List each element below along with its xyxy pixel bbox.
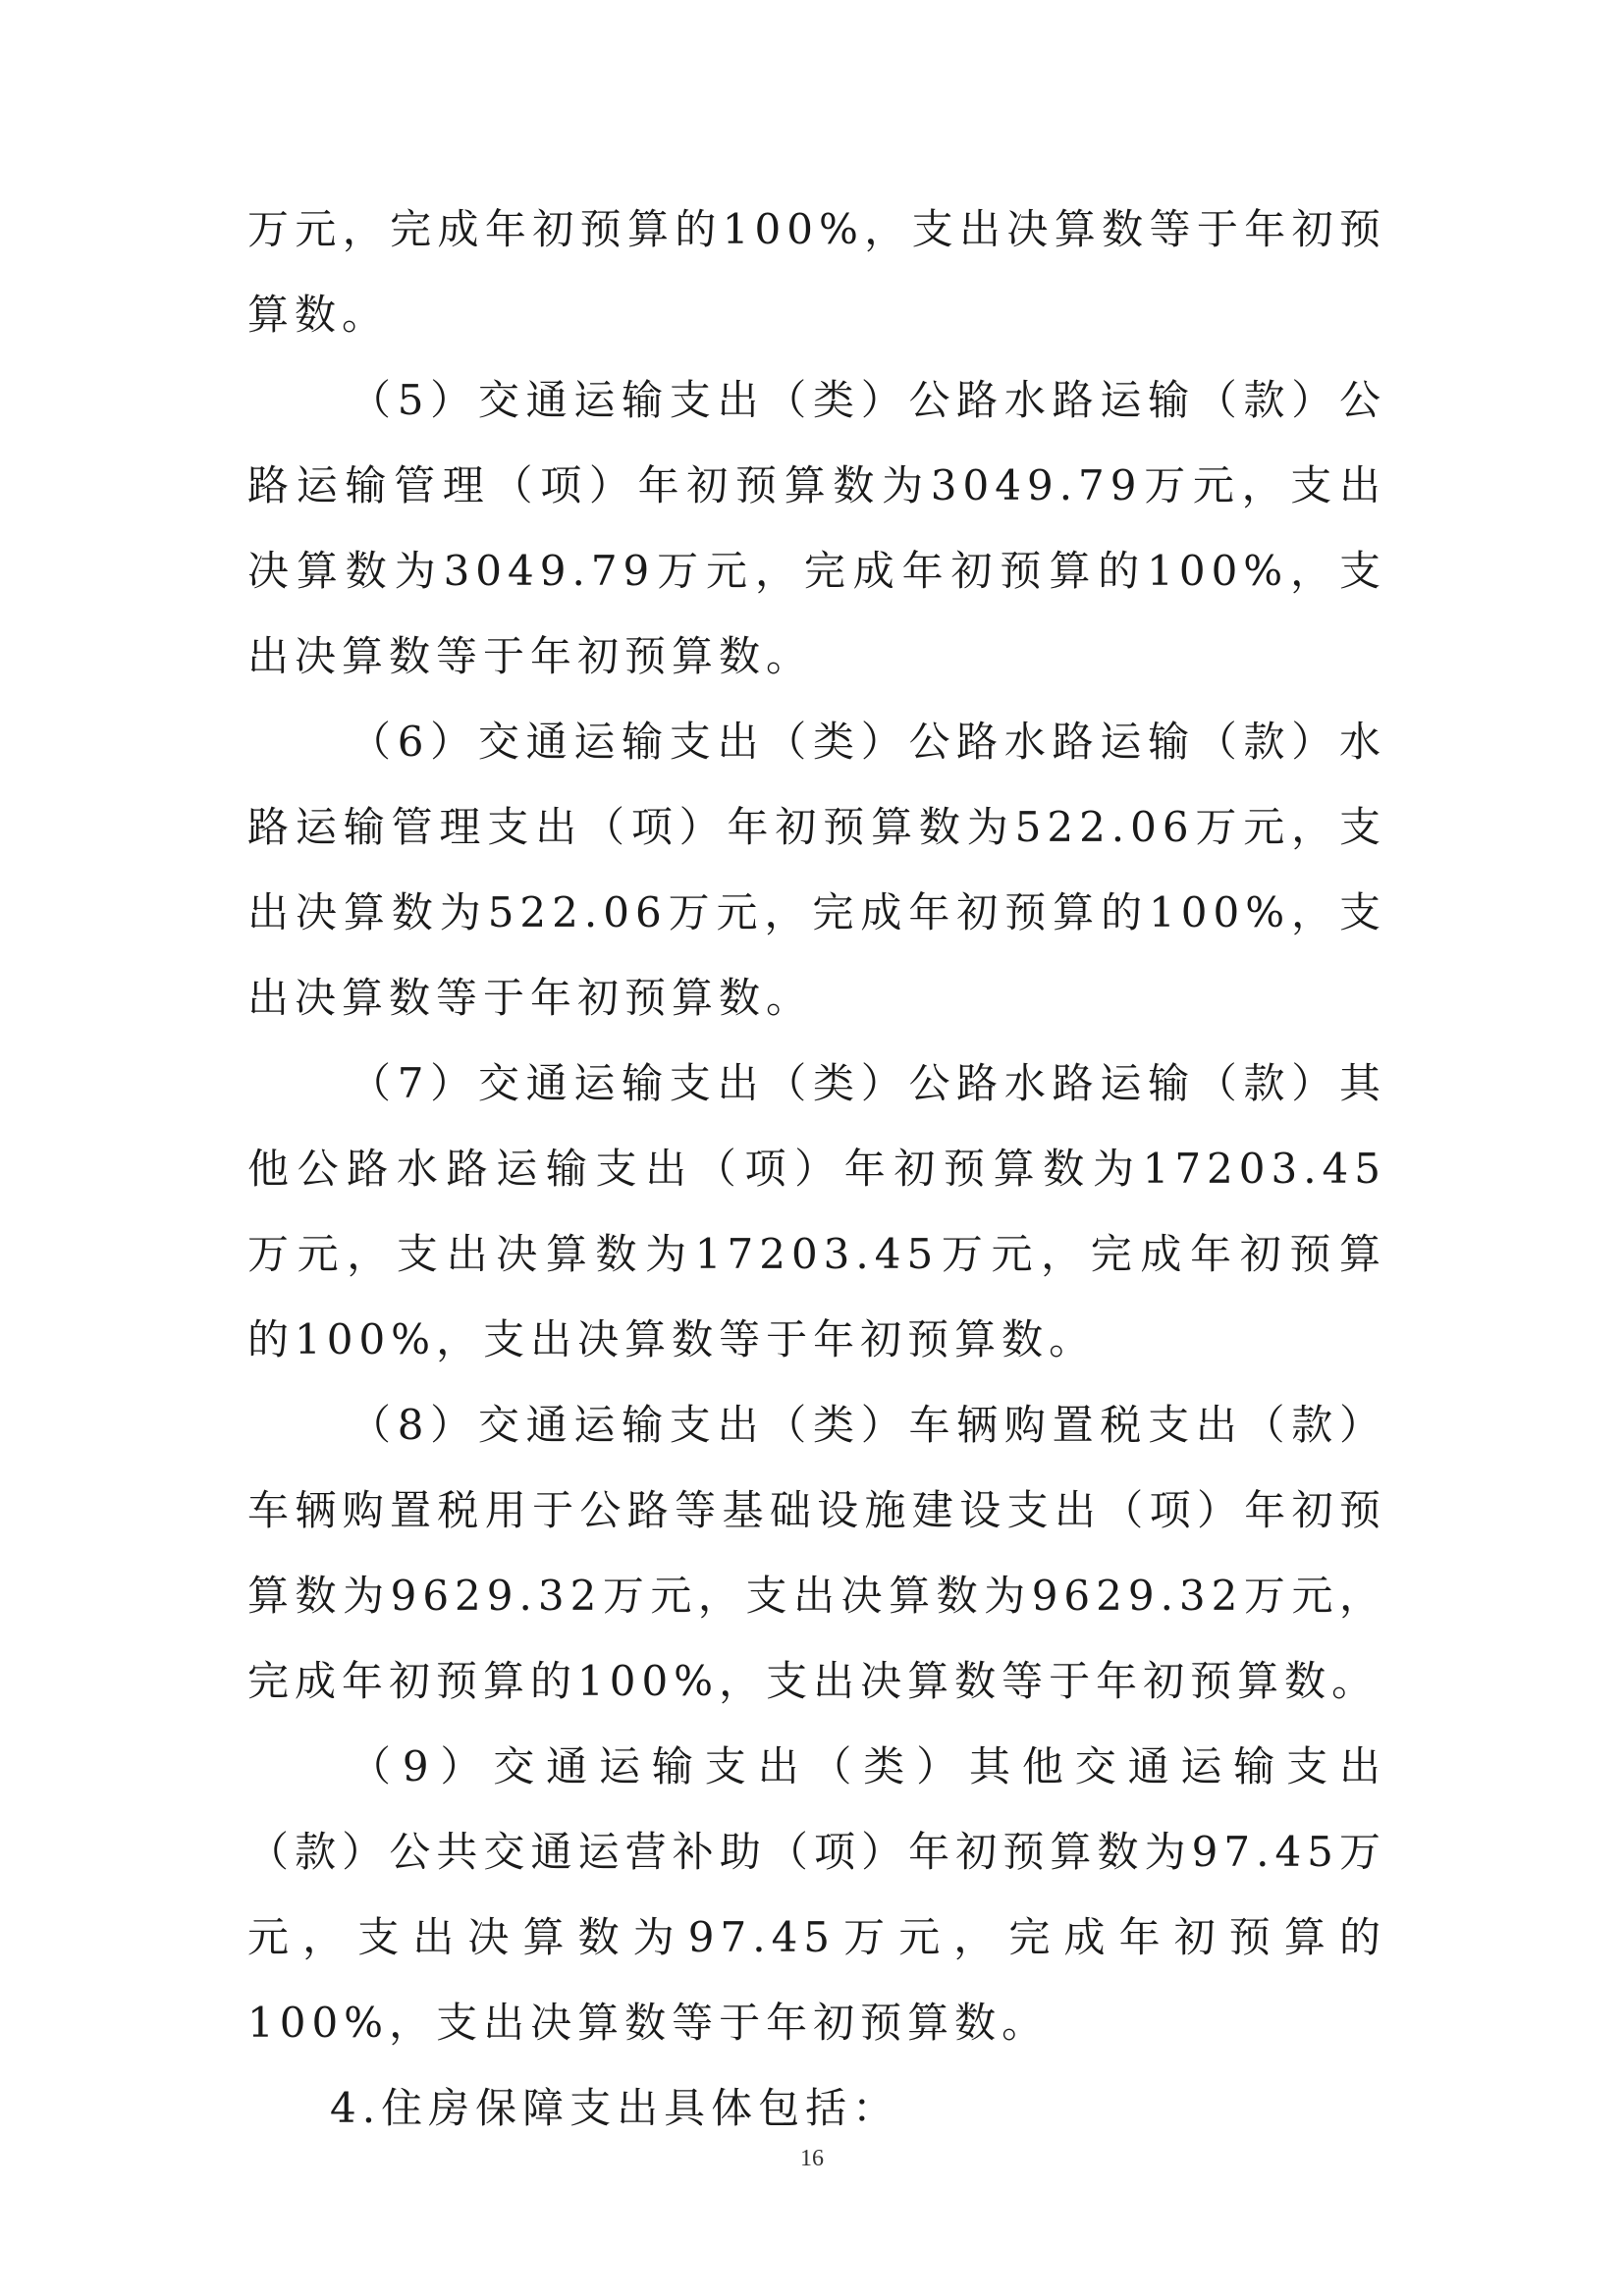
- section-heading: 4.住房保障支出具体包括：: [330, 2084, 900, 2132]
- paragraph-item-7: （7）交通运输支出（类）公路水路运输（款）其他公路水路运输支出（项）年初预算数为17203.45万元，支出决算数为17203.45万元，完成年初预算的100%，支出决算数等于年初预算数。: [247, 1059, 1386, 1363]
- paragraph-item-8: （8）交通运输支出（类）车辆购置税支出（款）车辆购置税用于公路等基础设施建设支出（项）年初预算数为9629.32万元，支出决算数为9629.32万元，完成年初预算的100%，支出决算数等于年初预算数。: [247, 1401, 1386, 1705]
- paragraph-item-5: （5）交通运输支出（类）公路水路运输（款）公路运输管理（项）年初预算数为3049.79万元，支出决算数为3049.79万元，完成年初预算的100%，支出决算数等于年初预算数。: [247, 376, 1386, 680]
- paragraph-item-6: （6）交通运输支出（类）公路水路运输（款）水路运输管理支出（项）年初预算数为522.06万元，支出决算数为522.06万元，完成年初预算的100%，支出决算数等于年初预算数。: [247, 718, 1386, 1022]
- document-body: [247, 187, 1386, 2151]
- paragraph-item-9: （9）交通运输支出（类）其他交通运输支出（款）公共交通运营补助（项）年初预算数为97.45万元，支出决算数为97.45万元，完成年初预算的100%，支出决算数等于年初预算数。: [247, 1742, 1386, 2047]
- paragraph-continuation: 万元，完成年初预算的100%，支出决算数等于年初预算数。: [247, 205, 1386, 339]
- page-number: 16: [800, 2146, 824, 2171]
